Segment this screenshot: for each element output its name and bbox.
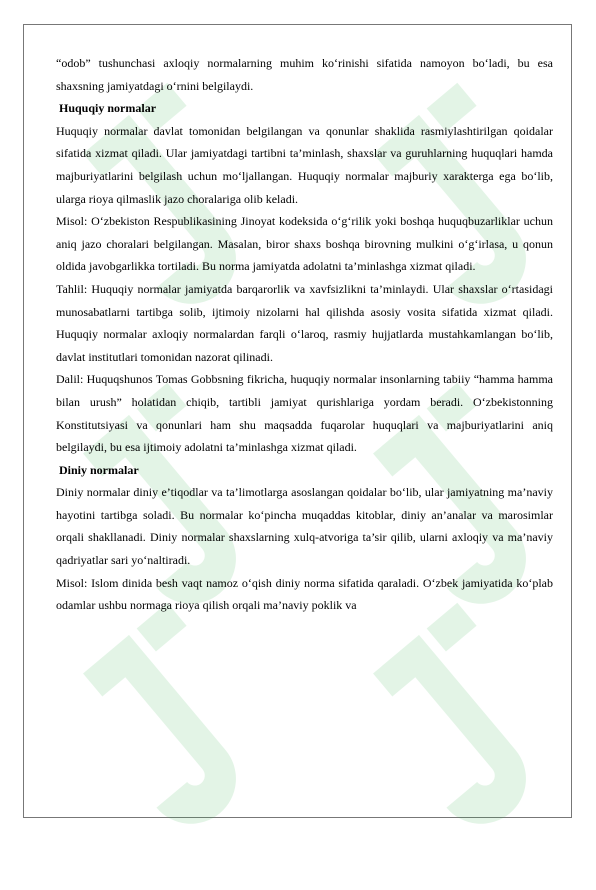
heading-huquqiy-normalar: Huquqiy normalar bbox=[59, 101, 157, 116]
paragraph-huquqiy-definition: Huquqiy normalar davlat tomonidan belgilangan va qonunlar shaklida rasmiylashtirilgan qoidalar sifatida xizmat qiladi. Ular jamiyatdagi tartibni ta’minlash, shaxslar va guruhlarning huquqlari hamda majburiyatlarini belgilash uchun mo‘ljallangan. Huquqiy normalar majburiy xarakterga ega bo‘lib, ularga rioya qilmaslik jazo choralariga olib keladi. bbox=[56, 123, 553, 206]
paragraph-odob: “odob” tushunchasi axloqiy normalarning muhim ko‘rinishi sifatida namoyon bo‘ladi, bu esa shaxsning jamiyatdagi o‘rnini belgilaydi. bbox=[56, 56, 553, 93]
paragraph-huquqiy-tahlil: Tahlil: Huquqiy normalar jamiyatda barqarorlik va xavfsizlikni ta’minlaydi. Ular shaxslar o‘rtasidagi munosabatlarni tartibga solib, ijtimoiy nizolarni hal qilishda asosiy vosita sifatida xizmat qiladi. Huquqiy normalar axloqiy normalardan farqli o‘laroq, rasmiy hujjatlarda mustahkamlangan bo‘lib, davlat institutlari tomonidan nazorat qilinadi. bbox=[56, 281, 553, 364]
paragraph-huquqiy-dalil: Dalil: Huquqshunos Tomas Gobbsning fikricha, huquqiy normalar insonlarning tabiiy “hamma hamma bilan urush” holatidan chiqib, tartibli jamiyat qurishlariga yordam beradi. O‘zbekistonning Konstitutsiyasi va qonunlari ham shu maqsadda fuqarolar huquqlari va majburiyatlarini aniq belgilaydi, bu esa ijtimoiy adolatni ta’minlashga xizmat qiladi. bbox=[56, 372, 553, 455]
document-body bbox=[56, 52, 553, 617]
paragraph-diniy-misol: Misol: Islom dinida besh vaqt namoz o‘qish diniy norma sifatida qaraladi. O‘zbek jamiyatida ko‘plab odamlar ushbu normaga rioya qilish orqali ma’naviy poklik va bbox=[56, 575, 553, 613]
paragraph-diniy-definition: Diniy normalar diniy e’tiqodlar va ta’limotlarga asoslangan qoidalar bo‘lib, ular jamiyatning ma’naviy hayotini tartibga soladi. Bu normalar ko‘pincha muqaddas kitoblar, diniy an’analar va marosimlar orqali shakllanadi. Diniy normalar shaxslarning xulq-atvoriga ta’sir qilib, ularni axloqiy va ma’naviy qadriyatlar sari yo‘naltiradi. bbox=[56, 485, 553, 568]
heading-diniy-normalar: Diniy normalar bbox=[59, 462, 139, 477]
paragraph-huquqiy-misol: Misol: O‘zbekiston Respublikasining Jinoyat kodeksida o‘g‘rilik yoki boshqa huquqbuzarliklar uchun aniq jazo choralari belgilangan. Masalan, biror shaxs boshqa birovning mulkini o‘g‘irlasa, u qonun oldida javobgarlikka tortiladi. Bu norma jamiyatda adolatni ta’minlashga xizmat qiladi. bbox=[56, 214, 553, 274]
